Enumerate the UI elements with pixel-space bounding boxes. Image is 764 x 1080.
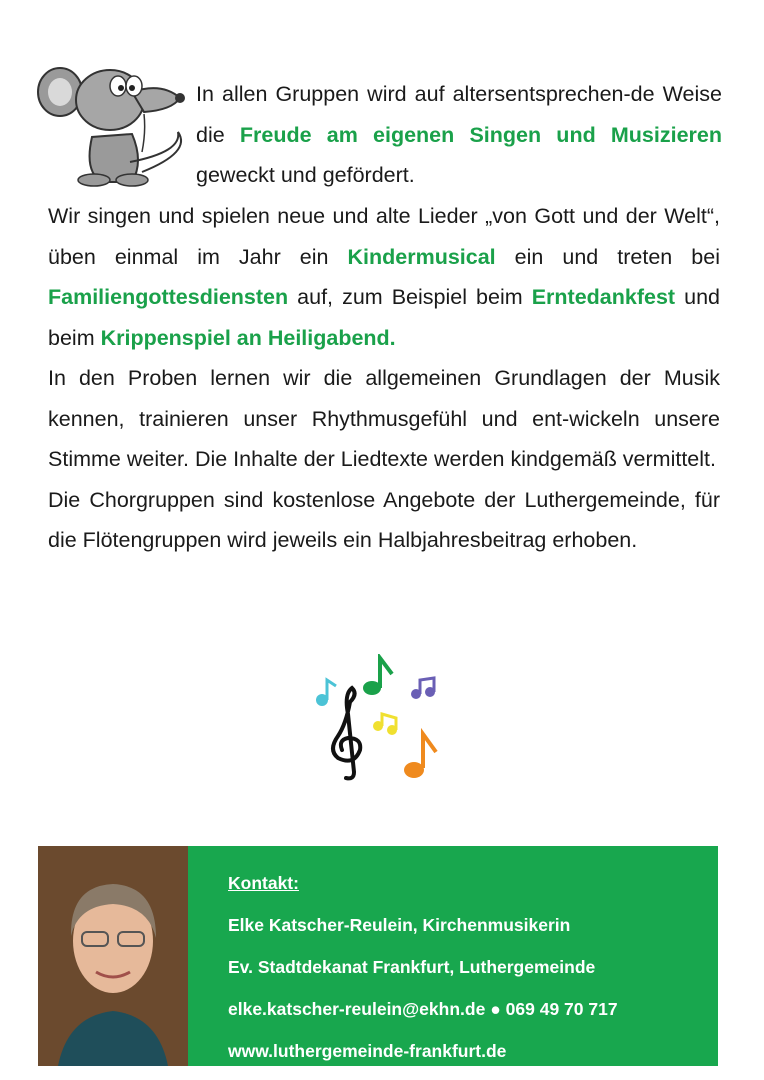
contact-section xyxy=(38,846,718,1066)
paragraph-songs xyxy=(48,196,720,358)
contact-portrait xyxy=(38,846,188,1066)
contact-heading: Kontakt: xyxy=(228,873,299,893)
contact-email-phone xyxy=(228,988,718,1030)
highlight-erntedankfest: Erntedankfest xyxy=(531,285,676,309)
text: auf, zum Beispiel beim xyxy=(288,285,532,309)
contact-name: Elke Katscher-Reulein, Kirchenmusikerin xyxy=(228,915,571,935)
text: ein und treten bei xyxy=(495,244,720,269)
purple-note-icon xyxy=(411,678,435,699)
highlight-kindermusical: Kindermusical xyxy=(347,244,496,269)
text: und beim xyxy=(48,285,720,350)
treble-clef-icon xyxy=(333,688,360,778)
paragraph-rehearsals: In den Proben lernen wir die allgemeinen Grundlagen der Musik kennen, trainieren unser Rhythmusgefühl und ent-wickeln unsere Stimme weiter. Die Inhalte der Liedtexte werden kindgemäß vermittelt. xyxy=(48,366,720,471)
highlight-familiengottesdienste: Familiengottesdiensten xyxy=(48,285,289,309)
contact-phone[interactable]: 069 49 70 717 xyxy=(505,999,618,1019)
intro-paragraph xyxy=(196,74,722,196)
main-text xyxy=(48,196,720,561)
text: Wir singen und spielen neue und alte Lieder „von Gott und der Welt“, üben einmal im Jahr ein xyxy=(48,204,720,269)
yellow-note-icon xyxy=(373,714,397,735)
contact-organization: Ev. Stadtdekanat Frankfurt, Luthergemeinde xyxy=(228,957,596,977)
highlight-krippenspiel: Krippenspiel an Heiligabend. xyxy=(100,325,396,350)
music-notes-illustration xyxy=(298,654,454,784)
mouse-illustration xyxy=(32,52,192,187)
contact-info-box xyxy=(188,846,718,1066)
green-note-icon xyxy=(363,658,392,695)
intro-text: In allen Gruppen wird auf altersentsprechen-de Weise die xyxy=(196,82,722,147)
cyan-note-icon xyxy=(316,680,336,706)
contact-website[interactable]: www.luthergemeinde-frankfurt.de xyxy=(228,1041,507,1061)
orange-note-icon xyxy=(404,734,436,778)
intro-highlight: Freude am eigenen Singen und Musizieren xyxy=(239,122,723,147)
intro-text-end: geweckt und gefördert. xyxy=(196,163,415,187)
bullet-separator: ● xyxy=(490,999,501,1019)
contact-email[interactable]: elke.katscher-reulein@ekhn.de xyxy=(228,999,486,1019)
paragraph-costs: Die Chorgruppen sind kostenlose Angebote der Luthergemeinde, für die Flötengruppen wird jeweils ein Halbjahresbeitrag erhoben. xyxy=(48,487,720,552)
